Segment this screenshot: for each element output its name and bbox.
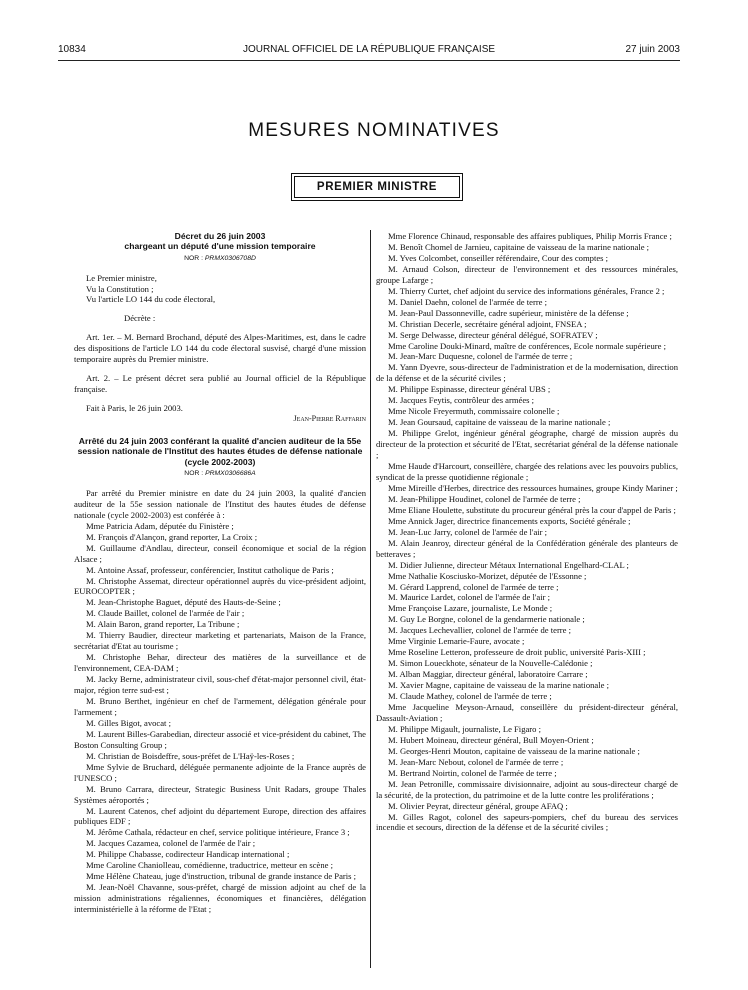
column-divider (370, 230, 371, 968)
auditor-entry: Mme Caroline Douki-Minard, maître de conférences, Ecole normale supérieure ; (388, 340, 666, 351)
auditor-entry: M. Jacques Cazamea, colonel de l'armée de l'air ; (86, 838, 256, 849)
decree-preamble-2: Vu la Constitution ; (86, 283, 154, 294)
auditor-entry: Mme Haude d'Harcourt, conseillère, chargée des relations avec les pouvoirs publics, syndicat de la presse quotidienne régionale ; (376, 461, 678, 482)
auditor-entry: Mme Françoise Lazare, journaliste, Le Monde ; (388, 603, 553, 614)
auditor-entry: M. Antoine Assaf, professeur, conférencier, Institut catholique de Paris ; (86, 564, 334, 575)
auditor-entry: M. Olivier Peyrat, directeur général, groupe AFAQ ; (388, 800, 568, 811)
auditor-entry: Mme Eliane Houlette, substitute du procureur général près la cour d'appel de Paris ; (388, 504, 676, 515)
auditor-entry: M. Philippe Chabasse, codirecteur Handicap international ; (86, 849, 290, 860)
auditor-entry: Mme Florence Chinaud, responsable des affaires publiques, Philip Morris France ; (388, 231, 672, 241)
auditor-entry: Mme Jacqueline Meyson-Arnaud, conseillère du président-directeur général, Dassault-Aviation ; (376, 701, 678, 723)
section-title: PREMIER MINISTRE (294, 176, 460, 198)
arrete-nor-label: NOR : (184, 469, 204, 477)
auditor-entry: Mme Patricia Adam, députée du Finistère ; (86, 520, 234, 531)
auditor-entry: M. Georges-Henri Mouton, capitaine de vaisseau de la marine nationale ; (388, 745, 640, 756)
auditor-entry: M. Yann Dyevre, sous-directeur de l'administration et de la modernisation, direction de la défense et de la sécurité civiles ; (376, 362, 678, 384)
auditor-entry: M. Daniel Daehn, colonel de l'armée de terre ; (388, 296, 548, 307)
auditor-entry: M. Jean-Paul Dassonneville, cadre supérieur, ministère de la défense ; (388, 307, 629, 318)
arrete-title: Arrêté du 24 juin 2003 conférant la qualité d'ancien auditeur de la 55e session nationale de l'Institut des hautes études de défense nationale (cycle 2002-2003) (77, 436, 363, 467)
auditor-list-right (376, 231, 678, 833)
auditor-entry: M. Christian de Boisdeffre, sous-préfet de L'Haÿ-les-Roses ; (86, 750, 295, 761)
auditor-entry: Mme Annick Jager, directrice financements exports, Société générale ; (388, 515, 631, 526)
auditor-entry: M. Jérôme Cathala, rédacteur en chef, service politique intérieure, France 3 ; (86, 827, 350, 838)
decree-title-line2: chargeant un député d'une mission temporaire (124, 241, 316, 252)
auditor-entry: M. Jean-Noël Chavanne, sous-préfet, chargé de mission adjoint au chef de la mission administrations régaliennes, économiques et financières, délégation interministérielle à la réforme de l'Etat ; (74, 882, 366, 915)
auditor-entry: Mme Hélène Chateau, juge d'instruction, tribunal de grande instance de Paris ; (86, 871, 357, 882)
auditor-entry: M. Serge Delwasse, directeur général délégué, SOFRATEV ; (388, 329, 598, 340)
auditor-entry: M. Jean-Marc Duquesne, colonel de l'armée de terre ; (388, 351, 573, 362)
decree-article-1: Art. 1er. – M. Bernard Brochand, député des Alpes-Maritimes, est, dans le cadre des dispositions de l'article LO 144 du code électoral susvisé, chargé d'une mission temporaire auprès du Premier ministre. (74, 332, 366, 365)
auditor-entry: M. Guy Le Borgne, colonel de la gendarmerie nationale ; (388, 614, 585, 625)
auditor-entry: M. Arnaud Colson, directeur de l'environnement et des ressources minérales, groupe Lafarge ; (376, 263, 678, 285)
auditor-entry: M. Jacques Feytis, contrôleur des armées ; (388, 395, 535, 406)
auditor-entry: M. Thierry Curtet, chef adjoint du service des informations générales, France 2 ; (388, 285, 665, 296)
auditor-entry: M. Jean-Marc Nebout, colonel de l'armée de terre ; (388, 756, 564, 767)
auditor-entry: Mme Nathalie Kosciusko-Morizet, députée de l'Essonne ; (388, 570, 587, 581)
auditor-entry: M. Claude Baillet, colonel de l'armée de l'air ; (86, 608, 245, 619)
decree-preamble-3: Vu l'article LO 144 du code électoral, (86, 294, 216, 305)
auditor-list-left (74, 521, 366, 915)
auditor-entry: M. Simon Loueckhote, sénateur de la Nouvelle-Calédonie ; (388, 658, 593, 669)
auditor-entry: M. Maurice Lardet, colonel de l'armée de l'air ; (388, 592, 551, 603)
arrete-intro: Par arrêté du Premier ministre en date du 24 juin 2003, la qualité d'ancien auditeur de la 55e session nationale de l'Institut des hautes études de défense nationale (cycle 2002-2003) est conférée à : (74, 487, 366, 520)
auditor-entry: M. François d'Alançon, grand reporter, La Croix ; (86, 531, 258, 542)
decree-done: Fait à Paris, le 26 juin 2003. (86, 403, 183, 414)
auditor-entry: M. Alain Baron, grand reporter, La Tribune ; (86, 619, 240, 630)
auditor-entry: M. Philippe Grelot, ingénieur général géographe, chargé de mission auprès du directeur de la protection et sécurité de l'Etat, secrétariat général de la défense nationale ; (376, 428, 678, 461)
auditor-entry: M. Claude Mathey, colonel de l'armée de terre ; (388, 691, 552, 702)
auditor-entry: M. Bruno Berthet, ingénieur en chef de l'armement, délégation générale pour l'armement ; (74, 695, 366, 717)
auditor-entry: M. Yves Colcombet, conseiller référendaire, Cour des comptes ; (388, 252, 609, 263)
decree-article-2: Art. 2. – Le présent décret sera publié au Journal officiel de la République française. (74, 373, 366, 395)
auditor-entry: Mme Roseline Letteron, professeure de droit public, université Paris-XIII ; (388, 647, 646, 658)
auditor-entry: M. Jean-Philippe Houdinet, colonel de l'armée de terre ; (388, 493, 581, 504)
auditor-entry: M. Bertrand Noirtin, colonel de l'armée de terre ; (388, 767, 557, 778)
auditor-entry: M. Christian Decerle, secrétaire général adjoint, FNSEA ; (388, 318, 587, 329)
auditor-entry: M. Laurent Catenos, chef adjoint du département Europe, direction des affaires publiques EDF ; (74, 805, 366, 827)
auditor-entry: M. Alain Jeanroy, directeur général de la Confédération générale des planteurs de betteraves ; (376, 537, 678, 559)
auditor-entry: M. Jean Goursaud, capitaine de vaisseau de la marine nationale ; (388, 417, 611, 428)
auditor-entry: M. Gilles Bigot, avocat ; (86, 717, 171, 728)
running-header (58, 44, 680, 58)
decree-nor (74, 254, 366, 265)
arrete-nor-code: PRMX0306686A (205, 469, 256, 477)
auditor-entry: M. Gilles Ragot, colonel des sapeurs-pompiers, chef du bureau des services incendie et secours, direction de la défense et de la sécurité civiles ; (376, 811, 678, 833)
page-number: 10834 (58, 44, 86, 55)
auditor-entry: M. Guillaume d'Andlau, directeur, conseil économique et social de la région Alsace ; (74, 542, 366, 564)
auditor-entry: M. Christophe Behar, directeur des matières de la surveillance et de l'environnement, CEA-DAM ; (74, 652, 366, 674)
auditor-entry: M. Gérard Lapprend, colonel de l'armée de terre ; (388, 581, 559, 592)
left-column (74, 231, 366, 915)
auditor-entry: M. Jean-Luc Jarry, colonel de l'armée de l'air ; (388, 526, 548, 537)
decree-decrete: Décrète : (124, 313, 156, 324)
auditor-entry: M. Jean Petronille, commissaire divisionnaire, adjoint au sous-directeur chargé de la sécurité, de la protection, du patrimoine et de la lutte contre les proliférations ; (376, 778, 678, 800)
auditor-entry: M. Xavier Magne, capitaine de vaisseau de la marine nationale ; (388, 680, 609, 691)
auditor-entry: M. Philippe Espinasse, directeur général UBS ; (388, 384, 551, 395)
decree-title-line1: Décret du 26 juin 2003 (174, 231, 266, 241)
auditor-entry: Mme Nicole Freyermuth, commissaire colonelle ; (388, 406, 560, 417)
right-column (376, 231, 678, 833)
decree-title (74, 231, 366, 252)
auditor-entry: M. Didier Julienne, directeur Métaux International Engelhard-CLAL ; (388, 559, 629, 570)
auditor-entry: M. Jacky Berne, administrateur civil, sous-chef d'état-major personnel civil, état-major, région terre sud-est ; (74, 674, 366, 696)
page-title: MESURES NOMINATIVES (248, 120, 500, 141)
auditor-entry: M. Laurent Billes-Garabedian, directeur associé et vice-président du cabinet, The Boston Consulting Group ; (74, 728, 366, 750)
auditor-entry: M. Bruno Carrara, directeur, Strategic Business Unit Radars, groupe Thales Systèmes aéroportés ; (74, 783, 366, 805)
auditor-entry: M. Benoît Chomel de Jarnieu, capitaine de vaisseau de la marine nationale ; (388, 241, 650, 252)
auditor-entry: Mme Caroline Chaniolleau, comédienne, traductrice, metteur en scène ; (86, 860, 333, 871)
auditor-entry: M. Thierry Baudier, directeur marketing et partenariats, Maison de la France, secrétariat d'Etat au tourisme ; (74, 630, 366, 652)
decree-preamble-1: Le Premier ministre, (86, 272, 157, 283)
header-rule (58, 60, 680, 61)
arrete-nor (74, 469, 366, 480)
issue-date: 27 juin 2003 (625, 44, 680, 55)
section-box (291, 173, 463, 201)
decree-nor-code: PRMX0306708D (204, 254, 256, 262)
journal-title: JOURNAL OFFICIEL DE LA RÉPUBLIQUE FRANÇAISE (242, 44, 496, 55)
auditor-entry: Mme Mireille d'Herbes, directrice des ressources humaines, groupe Kindy Mariner ; (388, 482, 678, 493)
auditor-entry: M. Christophe Assemat, directeur opérationnel auprès du vice-président adjoint, EUROCOPTER ; (74, 575, 366, 597)
auditor-entry: Mme Virginie Lemarie-Faure, avocate ; (388, 636, 525, 647)
auditor-entry: M. Hubert Moineau, directeur général, Bull Moyen-Orient ; (388, 734, 594, 745)
auditor-entry: M. Alban Maggiar, directeur général, laboratoire Carrare ; (388, 669, 588, 680)
auditor-entry: M. Jacques Lechevallier, colonel de l'armée de terre ; (388, 625, 572, 636)
decree-signature: Jean-Pierre Raffarin (293, 414, 366, 424)
decree-nor-label: NOR : (184, 254, 203, 262)
auditor-entry: M. Philippe Migault, journaliste, Le Figaro ; (388, 723, 542, 734)
auditor-entry: Mme Sylvie de Bruchard, déléguée permanente adjointe de la France auprès de l'UNESCO ; (74, 761, 366, 783)
auditor-entry: M. Jean-Christophe Baguet, député des Hauts-de-Seine ; (86, 597, 281, 608)
